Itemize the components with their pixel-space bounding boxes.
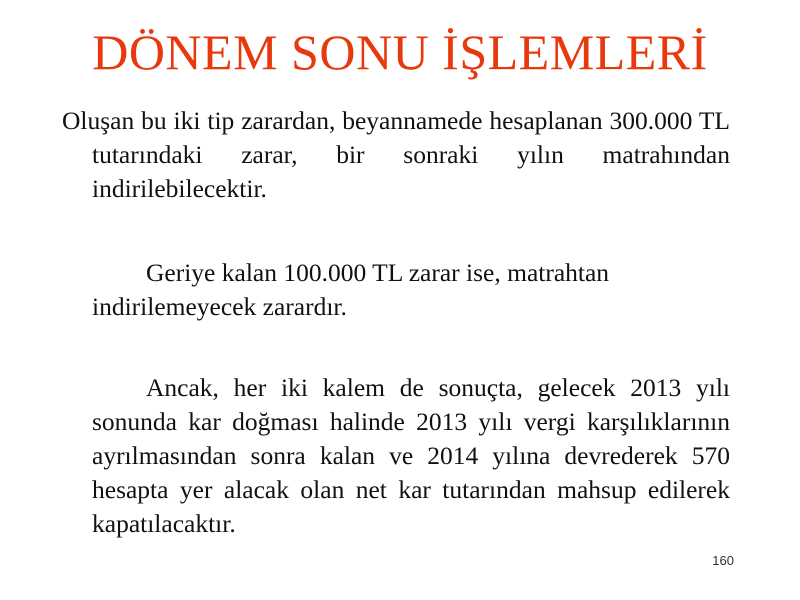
slide-title: DÖNEM SONU İŞLEMLERİ	[92, 24, 708, 80]
paragraph-2-text: Geriye kalan 100.000 TL zarar ise, matrahtan indirilemeyecek zarardır.	[92, 258, 610, 321]
page-number: 160	[712, 553, 734, 568]
paragraph-3-text: Ancak, her iki kalem de sonuçta, gelecek 2013 yılı sonunda kar doğması halinde 2013 yılı vergi karşılıklarının ayrılmasından sonra kalan ve 2014 yılına devrederek 570 hesapta yer alacak olan net kar tutarından mahsup edilerek kapatılacaktır.	[92, 373, 730, 538]
paragraph-1: Oluşan bu iki tip zarardan, beyannamede hesaplanan 300.000 TL tutarındaki zarar, bir sonraki yılın matrahından indirilebilecektir.	[62, 106, 730, 203]
paragraph-2	[62, 256, 730, 324]
paragraph-3	[62, 371, 730, 541]
